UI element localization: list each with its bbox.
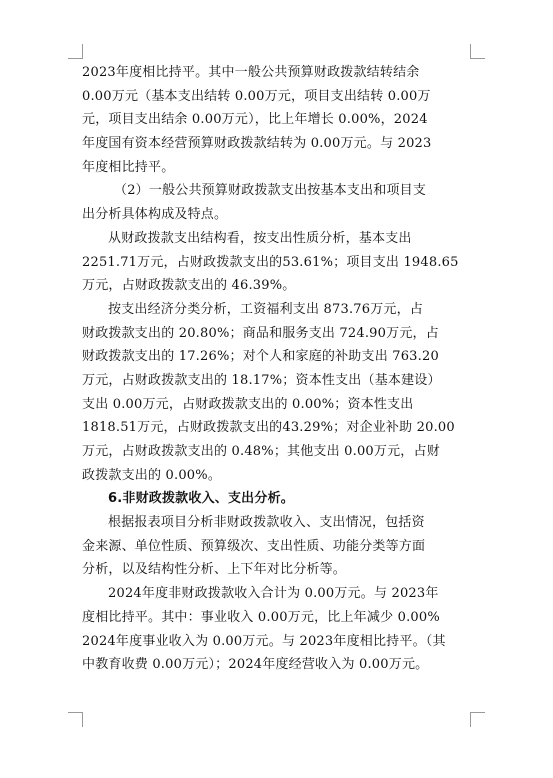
text-line: （2）一般公共预算财政拨款支出按基本支出和项目支	[114, 183, 427, 199]
section-heading: 6.非财政拨款收入、支出分析。	[108, 491, 294, 507]
text-line: 中教育收费 0.00万元）；2024年度经营收入为 0.00万元。	[82, 657, 429, 673]
text-line: 1818.51万元，占财政拨款支出的43.29%；对企业补助 20.00	[82, 420, 455, 436]
text-line: 2023年度相比持平。其中一般公共预算财政拨款结转结余	[82, 65, 420, 80]
document-body	[82, 61, 474, 677]
text-line: 财政拨款支出的 20.80%；商品和服务支出 724.90万元，占	[82, 325, 439, 341]
text-line: 度相比持平。其中：事业收入 0.00万元，比上年减少 0.00%	[82, 609, 440, 625]
text-line: 金来源、单位性质、预算级次、支出性质、功能分类等方面	[82, 538, 426, 554]
text-line: 0.00万元（基本支出结转 0.00万元，项目支出结转 0.00万	[82, 88, 431, 104]
text-line: 2024年度事业收入为 0.00万元。与 2023年度相比持平。（其	[82, 633, 446, 649]
crop-mark-top-left	[68, 44, 83, 59]
crop-mark-bottom-left	[68, 712, 83, 727]
text-line: 从财政拨款支出结构看，按支出性质分析，基本支出	[108, 230, 412, 246]
crop-mark-bottom-right	[470, 712, 485, 727]
crop-mark-top-right	[470, 44, 485, 59]
text-line: 元，项目支出结余 0.00万元），比上年增长 0.00%，2024	[82, 112, 428, 128]
text-line: 分析，以及结构性分析、上下年对比分析等。	[82, 562, 347, 578]
text-line: 2024年度非财政拨款收入合计为 0.00万元。与 2023年	[108, 586, 439, 602]
text-line: 年度相比持平。	[82, 159, 175, 175]
text-line: 政拨款支出的 0.00%。	[82, 467, 222, 483]
text-line: 财政拨款支出的 17.26%；对个人和家庭的补助支出 763.20	[82, 349, 439, 365]
text-line: 万元，占财政拨款支出的 46.39%。	[82, 278, 296, 294]
text-line: 万元，占财政拨款支出的 18.17%；资本性支出（基本建设）	[82, 372, 441, 388]
text-line: 2251.71万元，占财政拨款支出的53.61%；项目支出 1948.65	[82, 254, 459, 270]
text-line: 支出 0.00万元，占财政拨款支出的 0.00%；资本性支出	[82, 396, 414, 412]
text-line: 按支出经济分类分析，工资福利支出 873.76万元，占	[108, 301, 424, 317]
text-line: 万元，占财政拨款支出的 0.48%；其他支出 0.00万元，占财	[82, 444, 440, 459]
text-line: 出分析具体构成及特点。	[82, 207, 228, 223]
text-line: 年度国有资本经营预算财政拨款结转为 0.00万元。与 2023	[82, 136, 432, 152]
text-line: 根据报表项目分析非财政拨款收入、支出情况，包括资	[108, 515, 425, 531]
